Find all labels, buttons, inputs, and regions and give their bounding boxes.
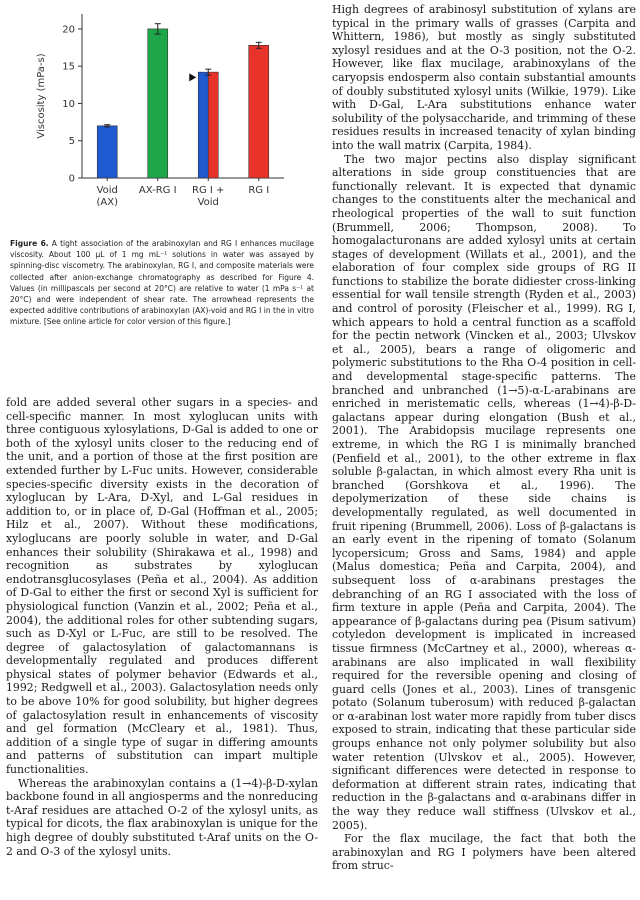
bar bbox=[208, 72, 218, 178]
x-tick-label: Void bbox=[197, 197, 219, 208]
right-column bbox=[332, 3, 636, 873]
y-tick-label: 5 bbox=[68, 136, 75, 148]
bar bbox=[148, 29, 168, 178]
x-tick-label: RG I + bbox=[192, 185, 225, 196]
bar bbox=[198, 72, 208, 178]
y-tick-label: 0 bbox=[68, 173, 75, 185]
figure-6-chart bbox=[6, 0, 318, 232]
viscosity-bar-chart bbox=[6, 0, 318, 232]
figure-caption bbox=[10, 238, 314, 388]
bar bbox=[249, 45, 269, 178]
y-axis-label: Viscosity (mPa-s) bbox=[36, 53, 47, 139]
caption-label: Figure 6. bbox=[10, 239, 49, 248]
arrowhead-marker bbox=[189, 73, 196, 81]
x-tick-label: Void bbox=[96, 185, 118, 196]
y-tick-label: 20 bbox=[62, 24, 75, 36]
left-column bbox=[6, 0, 318, 858]
paragraph: For the flax mucilage, the fact that both the arabinoxylan and RG I polymers have been altered from struc- bbox=[332, 832, 636, 873]
x-tick-label: RG I bbox=[248, 185, 270, 196]
caption-text: A tight association of the arabinoxylan and RG I enhances mucilage viscosity. About 100 µL of 1 mg mL⁻¹ solutions in water was assayed by spinning-disc viscometry. The arabinoxylan, RG I, and composite materials were collected after anion-exchange chromatography as described for Figure 4. Values (in millipascals per second at 20°C) are relative to water (1 mPa s⁻¹ at 20°C) and were independent of shear rate. The arrowhead represents the expected additive contributions of arabinoxylan (AX)-void and RG I in the in vitro mixture. [See online article for color version of this figure.] bbox=[10, 239, 314, 327]
y-tick-label: 15 bbox=[62, 61, 75, 73]
paragraph: fold are added several other sugars in a species- and cell-specific manner. In most xyloglucan units with three contiguous xylosylations, D-Gal is added to one or both of the xylosyl units closer to the reducing end of the unit, and a portion of those at the first position are extended further by L-Fuc units. However, considerable species-specific diversity exists in the decoration of xyloglucan by L-Ara, D-Xyl, and L-Gal residues in addition to, or in place of, D-Gal (Hoffman et al., 2005; Hilz et al., 2007). Without these modifications, xyloglucans are poorly soluble in water, and D-Gal enhances their solubility (Shirakawa et al., 1998) and recognition as substrates by xyloglucan endotransglucosylases (Peña et al., 2004). As addition of D-Gal to either the first or second Xyl is sufficient for physiological function (Vanzin et al., 2002; Peña et al., 2004), the additional roles for other subtending sugars, such as D-Xyl or L-Fuc, are still to be resolved. The degree of galactosylation of galactomannans is developmentally regulated and produces different physical states of polymer behavior (Edwards et al., 1992; Redgwell et al., 2003). Galactosylation needs only to be above 10% for good solubility, but higher degrees of galactosylation result in enhancements of viscosity and gel formation (McCleary et al., 1981). Thus, addition of a single type of sugar in differing amounts and patterns of substitution can impart multiple functionalities. bbox=[6, 396, 318, 777]
paragraph: The two major pectins also display significant alterations in side group constituencies that are functionally relevant. It is expected that dynamic changes to the constituents alter the mechanical and rheological properties of the wall to suit function (Brummell, 2006; Thompson, 2008). To homogalacturonans are added xylosyl units at certain stages of development (Willats et al., 2001), and the elaboration of four complex side groups of RG II functions to stabilize the borate didiester cross-linking essential for wall tensile strength (Ryden et al., 2003) and control of porosity (Fleischer et al., 1999). RG I, which appears to hold a central function as a scaffold for the pectin network (Vincken et al., 2003; Ulvskov et al., 2005), bears a range of oligomeric and polymeric substitutions to the Rha O-4 position in cell- and developmental stage-specific patterns. The branched and unbranched (1→5)-α-L-arabinans are enriched in meristematic cells, whereas (1→4)-β-D-galactans appear during elongation (Bush et al., 2001). The Arabidopsis mucilage represents one extreme, in which the RG I is minimally branched (Penfield et al., 2001), to the other extreme in flax soluble β-galactan, in which almost every Rha unit is branched (Gorshkova et al., 1996). The depolymerization of these side chains is developmentally regulated, as well documented in fruit ripening (Brummell, 2006). Loss of β-galactans is an early event in the ripening of tomato (Solanum lycopersicum; Gross and Sams, 1984) and apple (Malus domestica; Peña and Carpita, 2004), and subsequent loss of α-arabinans prestages the debranching of an RG I associated with the loss of firm texture in apple (Peña and Carpita, 2004). The appearance of β-galactans during pea (Pisum sativum) cotyledon development is implicated in increased tissue firmness (McCartney et al., 2000), whereas α-arabinans are also implicated in wall flexibility required for the reversible opening and closing of guard cells (Jones et al., 2003). Lines of transgenic potato (Solanum tuberosum) with reduced β-galactan or α-arabinan lost water more rapidly from tuber discs exposed to strain, indicating that these particular side groups enhance not only polymer solubility but also water retention (Ulvskov et al., 2005). However, significant differences were detected in response to deformation at different strain rates, indicating that reduction in the β-galactans and α-arabinans differ in the way they reduce wall stiffness (Ulvskov et al., 2005). bbox=[332, 152, 636, 832]
paragraph: Whereas the arabinoxylan contains a (1→4)-β-D-xylan backbone found in all angiosperms and the nonreducing t-Araf residues are attached O-2 of the xylosyl units, as typical for dicots, the flax arabinoxylan is unique for the high degree of doubly substituted t-Araf units on the O-2 and O-3 of the xylosyl units. bbox=[6, 776, 318, 858]
left-body-text bbox=[6, 396, 318, 858]
x-tick-label: (AX) bbox=[96, 197, 118, 208]
paragraph: High degrees of arabinosyl substitution of xylans are typical in the primary walls of grasses (Carpita and Whittern, 1986), but mostly as singly substituted xylosyl residues and at the O-3 position, not the O-2. However, like flax mucilage, arabinoxylans of the caryopsis endosperm also contain substantial amounts of doubly substituted xylosyl units (Wilkie, 1979). Like with D-Gal, L-Ara substitutions enhance water solubility of the polysaccharide, and trimming of these residues results in increased tenacity of xylan binding into the wall matrix (Carpita, 1984). bbox=[332, 3, 636, 152]
x-tick-label: AX-RG I bbox=[138, 185, 177, 196]
y-tick-label: 10 bbox=[62, 98, 75, 110]
bar bbox=[97, 126, 117, 178]
